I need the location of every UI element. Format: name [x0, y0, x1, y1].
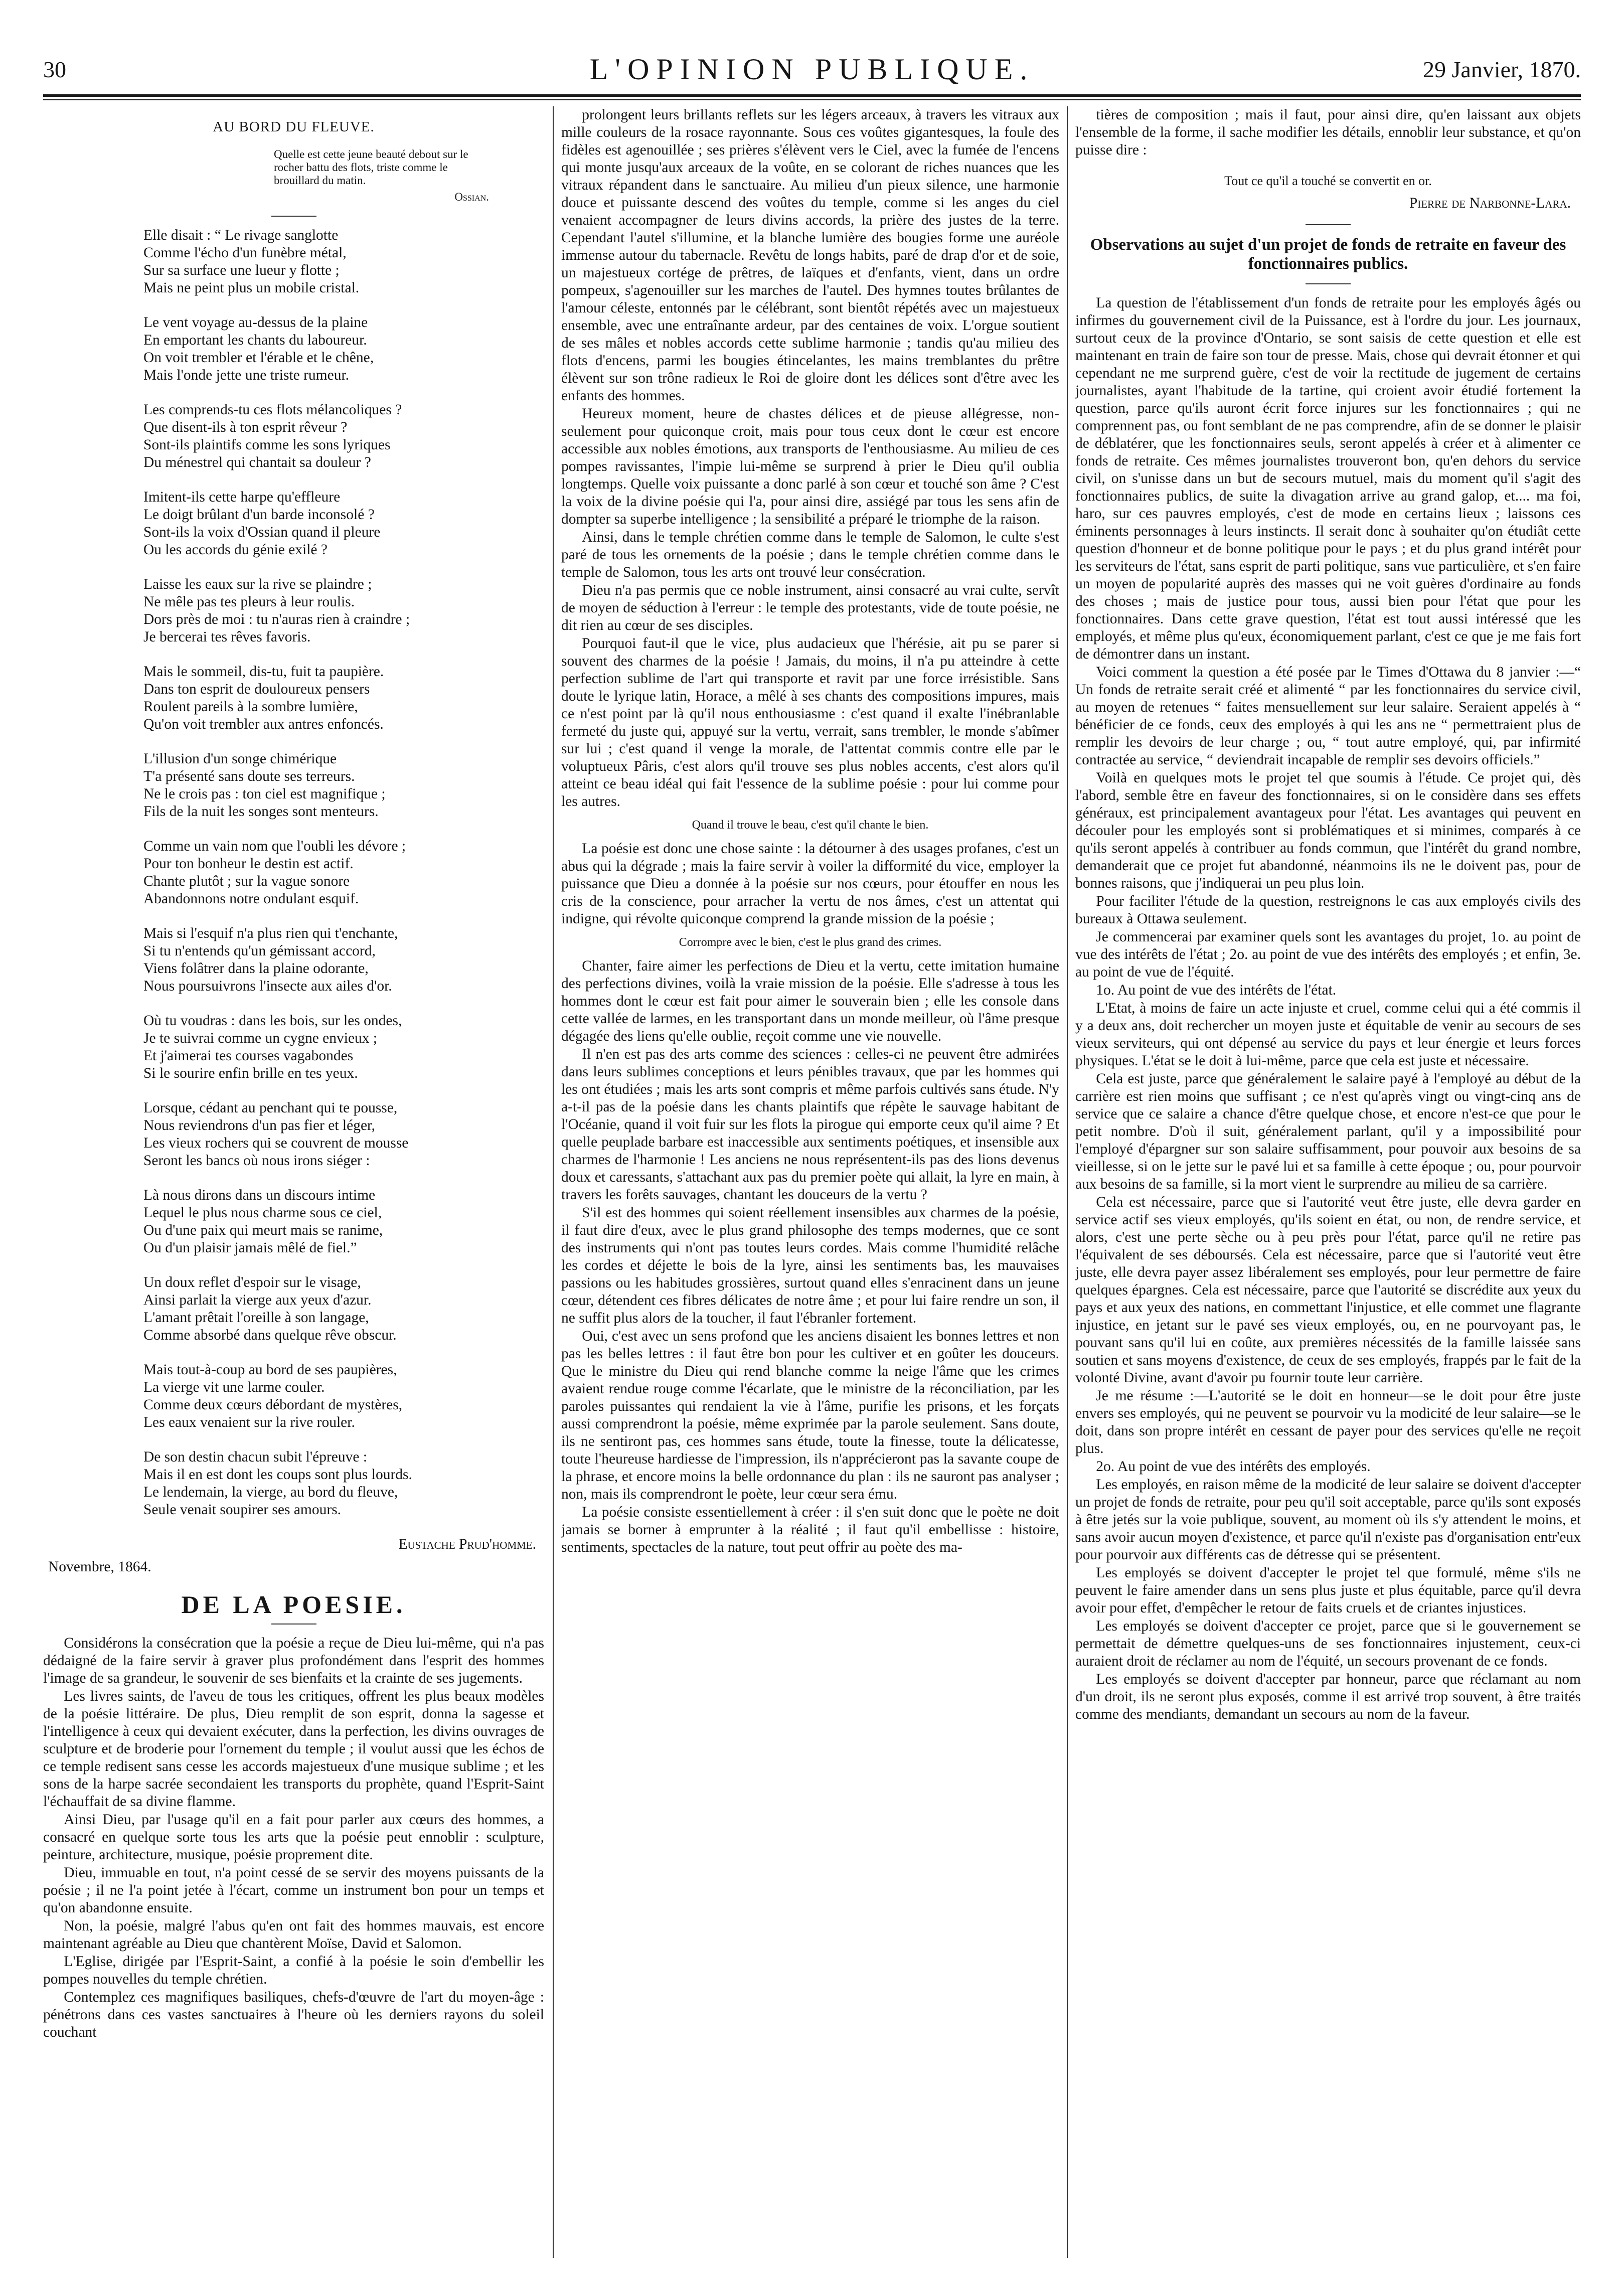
article-paragraph: Les employés se doivent d'accepter le projet tel que formulé, même s'ils ne peuvent le faire amender dans un sens plus juste et plus équitable, parce qu'il devra avoir pour effet, d'empêcher le retour de faits cruels et de criantes injustices. [1075, 1565, 1581, 1616]
poem-line: Le doigt brûlant d'un barde inconsolé ? [143, 507, 375, 523]
poem-stanza [143, 314, 544, 384]
poem-stanza [143, 838, 544, 908]
poem-line: Mais tout-à-coup au bord de ses paupières, [143, 1362, 397, 1378]
essay-signature: Pierre de Narbonne-Lara. [1409, 195, 1571, 211]
poem-line: Ne le crois pas : ton ciel est magnifique ; [143, 786, 386, 802]
article-title: Observations au sujet d'un projet de fonds de retraite en faveur des fonctionnaires publics. [1090, 236, 1566, 273]
essay-body-col2a [561, 106, 1059, 810]
essay-paragraph: Il n'en est pas des arts comme des sciences : celles-ci ne peuvent être admirées dans leurs sublimes conceptions et leurs pénibles travaux, que par les hommes qui les ont étudiées ; mais les arts sont compris et même parfois cultivés sans étude. N'y a-t-il pas de la poésie dans les chants plaintifs que répète le sauvage habitant de l'Océanie, quand il voit fuir sur les flots la pirogue qui emporte ceux qu'il aime ? Et quelle peuplade barbare est inaccessible aux sentiments poétiques, et insensible aux charmes de l'harmonie ! Les anciens ne nous représentent-ils pas des lions devenus doux et caressants, s'attachant aux pas du premier poète qui allait, la lyre en main, à travers les forêts sauvages, chantant les douceurs de la vertu ? [561, 1046, 1059, 1203]
poem-line: Le vent voyage au-dessus de la plaine [143, 314, 368, 331]
poem-line: On voit trembler et l'érable et le chêne, [143, 350, 374, 366]
poem-line: Elle disait : “ Le rivage sanglotte [143, 227, 339, 243]
essay-paragraph: Ainsi, dans le temple chrétien comme dans le temple de Salomon, le culte s'est paré de tous les ornements de la poésie ; dans le temple chrétien comme dans le temple de Salomon, tous les arts ont trouvé leur consécration. [561, 529, 1059, 580]
article-paragraph: La question de l'établissement d'un fonds de retraite pour les employés âgés ou infirmes du gouvernement civil de la Puissance, est à l'ordre du jour. Les journaux, surtout ceux de la province d'Ontario, se sont saisis de cette question et elle est maintenant en train de faire son tour de presse. Mais, chose qui devrait étonner et qui cependant ne me surprend guère, c'est de voir la rectitude de jugement de certains journalistes, ayant l'habitude de la tartine, qui croient avoir étudié fortement la question, parce qu'ils auront écrit force injures sur les fonctionnaires ; qui ne comprennent pas, ou font semblant de ne pas comprendre, afin de se donner le plaisir de déblatérer, que les fonctionnaires seuls, seront appelés à créer et à alimenter ce fonds de retraite. Ces mêmes journalistes trouveront bon, qu'en dehors du service civil, on s'unisse dans un but de secours mutuel, mais du moment qu'il s'agit des fonctionnaires publics, de suite la divagation arrive au grand galop, et.... ma foi, haro, sur ces pauvres employés, c'est de mode en certains lieux ; laissons ces éminents personnages à leurs instincts. Il serait donc à souhaiter qu'on étudiât cette question d'honneur et de bonne politique pour le pays ; et du plus grand intérêt pour les serviteurs de l'état, sans esprit de parti politique, sans vue particulière, et s'en faire un moyen de popularité auprès des masses qui ne voit guères d'ordinaire au fonds des choses ; mais de justice pour tous, aussi bien pour l'état que pour les fonctionnaires. Dans cette grave question, l'état est tout aussi intéressé que les employés, et même plus qu'eux, économiquement parlant, c'est ce que je me fais fort de démontrer dans un instant. [1075, 295, 1581, 662]
poem-line: Imitent-ils cette harpe qu'effleure [143, 489, 341, 505]
essay-paragraph: S'il est des hommes qui soient réellement insensibles aux charmes de la poésie, il faut dire d'eux, avec le plus grand philosophe des temps modernes, que ce sont des instruments qui n'ont pas toutes leurs cordes. Mais comme l'humidité relâche les cordes et déjette le bois de la lyre, ainsi les sentiments bas, les mauvaises passions ou les habitudes grossières, surtout quand elles s'enracinent dans un jeune cœur, détendent ces fibres délicates de notre âme ; et pour lui faire rendre un son, il ne suffit plus alors de la toucher, il faut l'ébranler fortement. [561, 1205, 1059, 1326]
essay-paragraph: Les livres saints, de l'aveu de tous les critiques, offrent les plus beaux modèles de la poésie littéraire. De plus, Dieu remplit de son esprit, donna la sagesse et l'intelligence à ceux qui devaient exécuter, dans la perfection, les divins ouvrages de sculpture et de broderie pour l'ornement du temple ; il voulut aussi que les échos de ce temple redisent sans cesse les accords majestueux d'une musique sublime ; et les sons de la harpe sacrée secondaient les transports du prophète, quand l'Esprit-Saint l'échauffait de sa divine flamme. [43, 1688, 544, 1810]
poem-line: Sur sa surface une lueur y flotte ; [143, 262, 340, 278]
page-number: 30 [43, 57, 66, 82]
poem-line: Les vieux rochers qui se couvrent de mousse [143, 1135, 409, 1151]
poem-line: Viens folâtrer dans la plaine odorante, [143, 960, 369, 977]
poem-line: Comme absorbé dans quelque rêve obscur. [143, 1327, 397, 1343]
essay-paragraph: Dieu n'a pas permis que ce noble instrument, ainsi consacré au vrai culte, servît de moyen de séduction à l'erreur : le temple des protestants, vide de toute poésie, ne dit rien au cœur de ses disciples. [561, 582, 1059, 633]
poem-line: Dans ton esprit de douloureux pensers [143, 681, 370, 697]
essay-paragraph: prolongent leurs brillants reflets sur les légers arceaux, à travers les vitraux aux mille couleurs de la rosace rayonnante. Sous ces voûtes gigantesques, la foule des fidèles est agenouillée ; ses prières s'élèvent vers le Ciel, avec la fumée de l'encens qui monte jusqu'aux arceaux de la voûte, en se colorant de riches nuances que les vitraux répandent dans le sanctuaire. Au milieu d'un pieux silence, une harmonie douce et puissante descend des voûtes du temple, comme si les anges du ciel venaient accompagner de leurs divins accords, la prière des justes de la terre. Cependant l'autel s'illumine, et la blanche lumière des bougies forme une auréole immense autour du tabernacle. Revêtu de longs habits, paré de drap d'or et de soie, un majestueux cortége de prêtres, de laïques et d'enfants, vient, dans un ordre pompeux, s'agenouiller sur les marches de l'autel. Des hymnes toutes brûlantes de l'amour céleste, entonnés par le célébrant, sont bientôt répétés avec un majestueux ensemble, avec une entraînante ardeur, par des centaines de voix. L'orgue soutient de ses mâles et nobles accords cette sublime harmonie ; tandis qu'au milieu des flots d'encens, parmi les bougies étincelantes, les mains tremblantes du prêtre élèvent sur son trône radieux le Roi de gloire dont les délices sont d'être avec les enfants des hommes. [561, 107, 1059, 404]
essay-body-col1 [43, 1635, 544, 2041]
essay-paragraph: La poésie consiste essentiellement à créer : il s'en suit donc que le poète ne doit jamais se borner à emprunter à la réalité ; il faut qu'il embellisse : histoire, sentiments, spectacles de la nature, tout peut offrir au poète des ma- [561, 1504, 1059, 1555]
poem-title: AU BORD DU FLEUVE. [213, 119, 375, 135]
article-paragraph: Les employés se doivent d'accepter ce projet, parce que si le gouvernement se permettait de démettre quelques-uns de ses fonctionnaires injustement, ceux-ci auraient droit de réclamer au nom de l'équité, un secours provenant de ce fonds. [1075, 1618, 1581, 1669]
poem-stanza [143, 1448, 544, 1519]
poem-line: Mais il en est dont les coups sont plus lourds. [143, 1467, 412, 1483]
poem-stanza [143, 401, 544, 471]
poem-line: Ne mêle pas tes pleurs à leur roulis. [143, 594, 355, 610]
separator-rule [1306, 224, 1351, 225]
article-paragraph: Je commencerai par examiner quels sont les avantages du projet, 1o. au point de vue des intérêts de l'état ; 2o. au point de vue des intérêts des employés ; et enfin, 3e. au point de vue de l'équité. [1075, 929, 1581, 980]
poem-line: Roulent pareils à la sombre lumière, [143, 699, 358, 715]
essay-paragraph: Chanter, faire aimer les perfections de Dieu et la vertu, cette imitation humaine des perfections divines, voilà la vraie mission de la poésie. Elle s'adresse à tous les hommes dont le cœur est fait pour aimer le souverain bien ; elle les console dans cette vallée de larmes, en les transportant dans un monde meilleur, où l'âme presque dégagée des liens qu'elle oublie, reçoit comme une vie nouvelle. [561, 958, 1059, 1044]
header-rule-thin [43, 99, 1581, 100]
poem-stanza [143, 663, 544, 733]
poem-line: L'amant prêtait l'oreille à son langage, [143, 1310, 369, 1326]
separator-rule [271, 216, 316, 217]
essay-paragraph: Ainsi Dieu, par l'usage qu'il en a fait pour parler aux cœurs des hommes, a consacré en quelque sorte tous les arts que la poésie peut ennoblir : sculpture, peinture, architecture, musique, poésie proprement dite. [43, 1812, 544, 1863]
article-paragraph: L'Etat, à moins de faire un acte injuste et cruel, comme celui qui a été commis il y a deux ans, doit rechercher un moyen juste et équitable de venir au secours de ses vieux serviteurs, qui ont dépensé au service du pays et leur énergie et leurs forces physiques. L'état se le doit à lui-même, parce que cela est juste et nécessaire. [1075, 1000, 1581, 1069]
article-paragraph: Cela est juste, parce que généralement le salaire payé à l'employé au début de la carrière est rien moins que suffisant ; ce n'est qu'après vingt ou vingt-cinq ans de service que ce salaire a chance d'être quelque chose, et encore n'est-ce que pour le petit nombre. D'où il suit, généralement parlant, qu'il y a impossibilité pour l'employé d'épargner sur son salaire suffisamment, pour pouvoir aux besoins de sa vieillesse, si on le jette sur le pavé lui et sa famille à cette époque ; ou, pour pourvoir aux besoins de sa famille, si la mort vient le surprendre au milieu de sa carrière. [1075, 1071, 1581, 1192]
column-divider [553, 106, 554, 2258]
poem-stanza [143, 1187, 544, 1257]
poem-line: Nous poursuivrons l'insecte aux ailes d'or. [143, 978, 392, 994]
essay-paragraph: Non, la poésie, malgré l'abus qu'en ont fait des hommes mauvais, est encore maintenant agréable au Dieu que chantèrent Moïse, David et Salomon. [43, 1918, 544, 1952]
poem-line: Que disent-ils à ton esprit rêveur ? [143, 419, 348, 435]
poem-line: Et j'aimerai tes courses vagabondes [143, 1048, 354, 1064]
poem-line: Seront les bancs où nous irons siéger : [143, 1153, 370, 1169]
column-1 [43, 106, 552, 2258]
poem-epigraph-source: Ossian. [454, 191, 489, 203]
poem-stanza [143, 925, 544, 995]
poem-line: Abandonnons notre ondulant esquif. [143, 891, 359, 907]
column-2 [557, 106, 1066, 2258]
poem-line: Ou les accords du génie exilé ? [143, 542, 328, 558]
poem-stanza [143, 1361, 544, 1431]
article-paragraph: Les employés, en raison même de la modicité de leur salaire se doivent d'accepter un projet de fonds de retraite, pour peu qu'il soit acceptable, parce qu'ils sont exposés à être jetés sur la voie publique, souvent, au moment où ils s'y attendent le moins, et sans avoir aucun moyen d'existence, et parce qu'il n'existe pas d'organisation entr'eux pour pourvoir aux différents cas de détresse qui se présentent. [1075, 1477, 1581, 1563]
essay-paragraph: Heureux moment, heure de chastes délices et de pieuse allégresse, non-seulement pour quiconque croit, mais pour tous ceux dont le cœur est encore accessible aux nobles émotions, aux transports de l'enthousiasme. Au milieu de ces pompes ravissantes, l'impie lui-même se surprend à prier le Dieu qu'il oublia longtemps. Quelle voix puissante a donc parlé à son cœur et touché son âme ? C'est la voix de la divine poésie qui l'a, pour ainsi dire, assiégé par tous les sens afin de dompter sa superbe intelligence ; la sensibilité a préparé le triomphe de la raison. [561, 406, 1059, 527]
article-paragraph: Pour faciliter l'étude de la question, restreignons le cas aux employés civils des bureaux à Ottawa seulement. [1075, 893, 1581, 927]
poem-line: Du ménestrel qui chantait sa douleur ? [143, 454, 371, 470]
essay-paragraph: Oui, c'est avec un sens profond que les anciens disaient les bonnes lettres et non pas les belles lettres : il faut être bon pour les cultiver et en goûter les douceurs. Que le ministre du Dieu qui rend blanche comme la neige l'âme que les crimes avaient rendue rouge comme l'écarlate, que le ministre de la réconciliation, par les paroles puissantes qui rendaient la vie à l'âme, purifie les prisons, et les forçats aussi comprendront la poésie, même exprimée par la parole seulement. Sans doute, ils ne sentiront pas, ces hommes sans étude, toute la finesse, toute la délicatesse, toute l'heureuse hardiesse de l'impression, ils n'apprécieront pas la savante coupe de la phrase, et encore moins la belle ordonnance du plan : ils ne sauront pas analyser ; non, mais ils comprendront le poète, leur cœur sera ému. [561, 1328, 1059, 1502]
poem-line: Dors près de moi : tu n'auras rien à craindre ; [143, 611, 410, 627]
poem-line: Le lendemain, la vierge, au bord du fleuve, [143, 1484, 398, 1500]
article-paragraph: Les employés se doivent d'accepter par honneur, parce que réclamant au nom d'un droit, ils ne seront plus exposés, comme il est arrivé trop souvent, à être traités comme des mendiants, demandant un secours au nom de la faveur. [1075, 1671, 1581, 1722]
poem-line: Là nous dirons dans un discours intime [143, 1187, 376, 1203]
essay-paragraph: L'Eglise, dirigée par l'Esprit-Saint, a confié à la poésie le soin d'embellir les pompes nouvelles du temple chrétien. [43, 1954, 544, 1987]
poem-line: Comme un vain nom que l'oubli les dévore ; [143, 838, 406, 854]
poem-line: Lorsque, cédant au penchant qui te pousse, [143, 1100, 398, 1116]
article-paragraph: 2o. Au point de vue des intérêts des employés. [1096, 1458, 1371, 1475]
issue-date: 29 Janvier, 1870. [1423, 57, 1581, 82]
poem-line: Ou d'un plaisir jamais mêlé de fiel.” [143, 1240, 357, 1256]
essay-paragraph: Contemplez ces magnifiques basiliques, chefs-d'œuvre de l'art du moyen-âge : pénétrons dans ces vastes sanctuaires à l'heure où les derniers rayons du soleil couchant [43, 1989, 544, 2040]
poem-line: Ou d'une paix qui meurt mais se ranime, [143, 1222, 383, 1238]
article-paragraph: Voilà en quelques mots le projet tel que soumis à l'étude. Ce projet qui, dès l'abord, semble être en faveur des fonctionnaires, si on le considère dans ses effets généraux, est principalement avantageux pour l'état. Les avantages qui peuvent en découler pour les employés sont si problématiques et si minimes, comparés à ce qu'ils seront appelés à contribuer au fonds commun, que l'intérêt du grand nombre, demanderait que ce projet fut abandonné, néanmoins ils ne le doivent pas, pour de bonnes raisons, que j'indiquerai un peu plus loin. [1075, 770, 1581, 891]
poem-line: Comme deux cœurs débordant de mystères, [143, 1397, 403, 1413]
article-paragraph: Je me résume :—L'autorité se le doit en honneur—se le doit pour être juste envers ses employés, qui ne peuvent se pourvoir vu la modicité de leur salaire—se le doit, dans son propre intérêt en cessant de payer pour des services qu'elle ne reçoit plus. [1075, 1388, 1581, 1456]
article-paragraph: Cela est nécessaire, parce que si l'autorité veut être juste, elle devra garder en service actif ses vieux employés, qu'ils soient en état, ou non, de rendre service, et alors, c'est une perte sèche ou à peu près pour l'état, parce qu'il ne retire pas l'équivalent de ses déboursés. Cela est nécessaire, parce que si l'autorité veut être juste, elle devra payer assez libéralement ses employés, pour leur permettre de faire quelques épargnes. Cela est nécessaire, parce que l'autorité se discrédite aux yeux du pays et aux yeux des nations, en commettant l'injustice, et elle commet une flagrante injustice, en jetant sur le pavé ses vieux employés, ou, en ne pourvoyant pas, le pouvant sans qu'il lui en coûte, aux premières nécessités de la famille laissée sans soutien et sans moyens d'existence, de ceux de ses employés, frappés par le fait de la volonté Divine, avant d'avoir pu fournir toute leur carrière. [1075, 1194, 1581, 1386]
essay-body-col2b [561, 840, 1059, 928]
essay-title: DE LA POESIE. [181, 1590, 406, 1618]
poem-line: Comme l'écho d'un funèbre métal, [143, 245, 347, 261]
poem-line: Mais l'onde jette une triste rumeur. [143, 367, 350, 383]
page-header [43, 52, 1581, 92]
essay-paragraph: Pourquoi faut-il que le vice, plus audacieux que l'hérésie, ait pu se parer si souvent des charmes de la poésie ! Jamais, du moins, il n'a pu atteindre à cette perfection sublime de l'art qui transporte et ravit par une force irrésistible. Sans doute le lyrique latin, Horace, a mêlé à ses chants des compositions impures, mais ce n'est point par là qu'il nous enthousiasme : c'est quand il exalte l'inébranlable fermeté du juste qui, appuyé sur la vertu, verrait, sans trembler, le monde s'abîmer sur lui ; c'est quand il venge la morale, de l'attentat commis contre elle par le voluptueux Pâris, c'est alors qu'il trouve ses plus nobles accents, c'est alors qu'il atteint ce beau idéal qui fait l'essence de la sublime poésie : pour lui comme pour les autres. [561, 635, 1059, 809]
poem-line: Un doux reflet d'espoir sur le visage, [143, 1274, 361, 1290]
essay-paragraph: Dieu, immuable en tout, n'a point cessé de se servir des moyens puissants de la poésie ; il ne l'a point jetée à l'écart, comme un instrument bon pour un temps et qu'on abandonne ensuite. [43, 1865, 544, 1916]
poem-epigraph: Quelle est cette jeune beauté debout sur le rocher battu des flots, triste comme le brouillard du matin. [274, 148, 468, 187]
poem-line: Sont-ils plaintifs comme les sons lyriques [143, 437, 391, 453]
essay-quote: Tout ce qu'il a touché se convertit en or. [1224, 174, 1432, 188]
poem-stanza [143, 227, 544, 297]
poem-line: Sont-ils la voix d'Ossian quand il pleure [143, 524, 381, 540]
article-paragraph: Voici comment la question a été posée par le Times d'Ottawa du 8 janvier :—“ Un fonds de retraite serait créé et alimenté “ par les fonctionnaires du service civil, au moyen de retenues “ faites mensuellement sur leur salaire. Seraient appelés à “ bénéficier de ce fonds, ceux des employés à qui les ans ne “ permettraient plus de remplir les devoirs de leur charge ; ou, “ tout autre employé, qui, par infirmité contractée au service, “ deviendrait incapable de remplir ses devoirs officiels.” [1075, 664, 1581, 768]
article-body [1075, 294, 1581, 1723]
poem-line: Chante plutôt ; sur la vague sonore [143, 873, 350, 889]
poem-stanza [143, 1274, 544, 1344]
article-paragraph: 1o. Au point de vue des intérêts de l'état. [1096, 982, 1337, 998]
poem-line: Les eaux venaient sur la rive rouler. [143, 1414, 355, 1430]
poem-line: De son destin chacun subit l'épreuve : [143, 1449, 368, 1465]
poem-line: Mais le sommeil, dis-tu, fuit ta paupière. [143, 664, 384, 680]
masthead-title: L'OPINION PUBLIQUE. [589, 53, 1035, 86]
poem-stanza [143, 576, 544, 646]
poem-stanza [143, 489, 544, 559]
column-3 [1071, 106, 1581, 2258]
poem-line: Si le sourire enfin brille en tes yeux. [143, 1065, 358, 1081]
essay-body-col2c [561, 957, 1059, 1556]
essay-quote: Corrompre avec le bien, c'est le plus grand des crimes. [679, 936, 942, 949]
poem-dateline: Novembre, 1864. [48, 1559, 151, 1575]
poem-line: Qu'on voit trembler aux antres enfoncés. [143, 716, 384, 732]
poem-stanza [143, 1012, 544, 1082]
poem-signature: Eustache Prud'homme. [398, 1536, 536, 1552]
poem-line: Pour ton bonheur le destin est actif. [143, 856, 354, 872]
poem-body [43, 227, 544, 1519]
poem-line: Si tu n'entends qu'un gémissant accord, [143, 943, 376, 959]
poem-line: En emportant les chants du laboureur. [143, 332, 367, 348]
header-rule-thick [43, 94, 1581, 97]
poem-line: Fils de la nuit les songes sont menteurs. [143, 803, 379, 820]
poem-line: Ainsi parlait la vierge aux yeux d'azur. [143, 1292, 372, 1308]
column-divider [1067, 106, 1068, 2258]
separator-rule [1306, 283, 1351, 284]
separator-rule [271, 1623, 316, 1625]
poem-line: Je te suivrai comme un cygne envieux ; [143, 1030, 378, 1046]
poem-line: Seule venait soupirer ses amours. [143, 1502, 342, 1518]
essay-paragraph: tières de composition ; mais il faut, pour ainsi dire, qu'en laissant aux objets l'ensemble de la forme, il sache modifier les détails, ennoblir leur substance, et qu'on puisse dire : [1075, 107, 1581, 158]
poem-line: Je bercerai tes rêves favoris. [143, 629, 311, 645]
poem-line: T'a présenté sans doute ses terreurs. [143, 768, 355, 784]
poem-stanza [143, 1099, 544, 1170]
poem-stanza [143, 750, 544, 821]
poem-line: La vierge vit une larme couler. [143, 1379, 325, 1395]
poem-line: Lequel le plus nous charme sous ce ciel, [143, 1205, 382, 1221]
poem-line: Les comprends-tu ces flots mélancoliques ? [143, 402, 402, 418]
poem-line: Mais si l'esquif n'a plus rien qui t'enchante, [143, 925, 398, 941]
poem-line: Laisse les eaux sur la rive se plaindre ; [143, 576, 372, 592]
poem-line: Mais ne peint plus un mobile cristal. [143, 280, 360, 296]
essay-quote: Quand il trouve le beau, c'est qu'il chante le bien. [692, 819, 929, 832]
poem-line: Où tu voudras : dans les bois, sur les ondes, [143, 1013, 402, 1029]
essay-paragraph: La poésie est donc une chose sainte : la détourner à des usages profanes, c'est un abus qui la dégrade ; mais la faire servir à voiler la difformité du vice, employer la puissance que Dieu a donnée à la poésie sur nos cœurs, pour étouffer en nous les cris de la conscience, pour arracher la vertu de nos âmes, c'est un attentat qui indigne, qui révolte quiconque comprend la grande mission de la poésie ; [561, 841, 1059, 927]
essay-paragraph: Considérons la consécration que la poésie a reçue de Dieu lui-même, qui n'a pas dédaigné de la faire servir à graver plus profondément dans l'esprit des hommes l'image de sa grandeur, le souvenir de ses bienfaits et la crainte de ses jugements. [43, 1635, 544, 1686]
poem-line: Nous reviendrons d'un pas fier et léger, [143, 1117, 376, 1133]
poem-line: L'illusion d'un songe chimérique [143, 751, 337, 767]
